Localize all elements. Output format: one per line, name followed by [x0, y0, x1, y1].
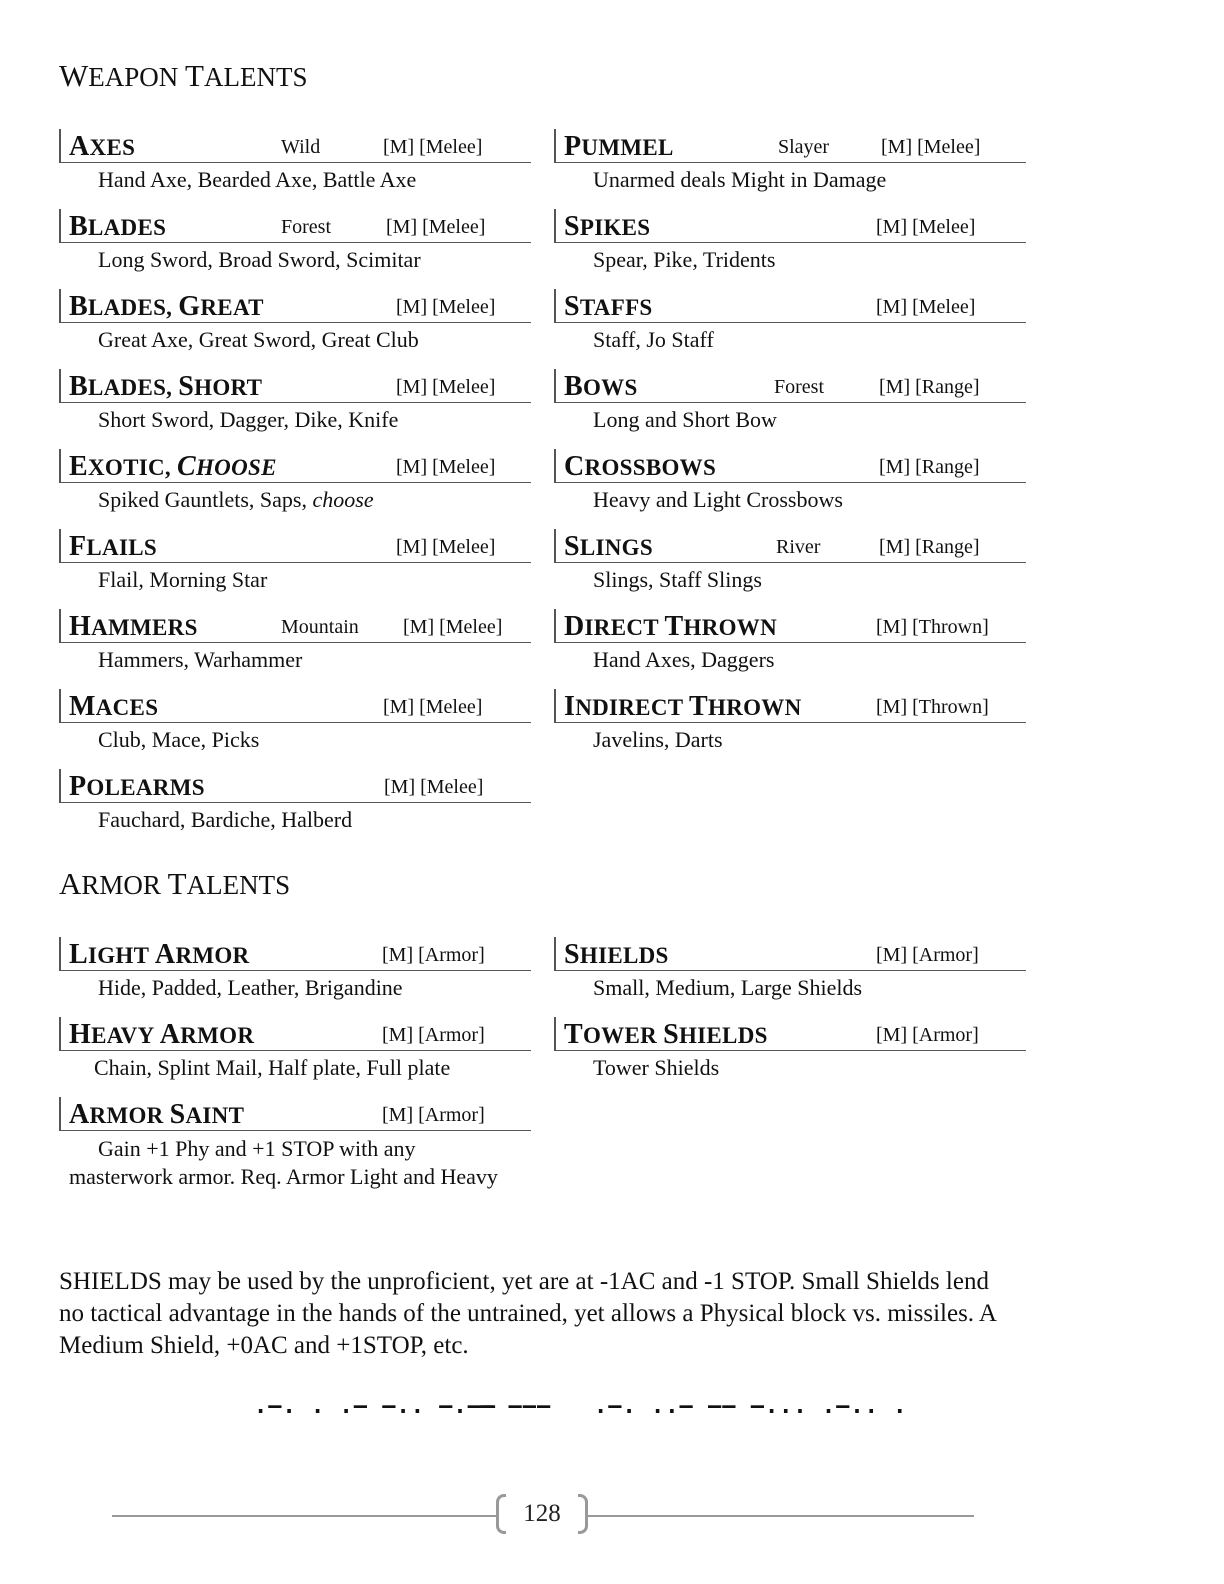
talent-description: Spiked Gauntlets, Saps, choose [98, 487, 374, 512]
page-number: 128 [523, 1500, 561, 1527]
talent-name: DIRECT THROWN [564, 611, 778, 642]
talent-indirect-thrown [554, 689, 1026, 774]
talent-staffs [554, 289, 1026, 374]
talent-spikes [554, 209, 1026, 294]
talent-affinity: Forest [281, 216, 331, 238]
talent-tags: [M] [Melee] [876, 216, 976, 238]
talent-hammers [59, 609, 531, 694]
talent-axes [59, 129, 531, 214]
talent-name: AXES [69, 131, 136, 162]
talent-description: Unarmed deals Might in Damage [593, 167, 887, 192]
weapon-talents-title [59, 58, 307, 94]
talent-affinity: Wild [281, 136, 321, 158]
talent-description: Fauchard, Bardiche, Halberd [98, 807, 353, 832]
talent-description: Tower Shields [593, 1055, 720, 1080]
talent-description: Club, Mace, Picks [98, 727, 260, 752]
talent-pummel [554, 129, 1026, 214]
talent-description: Staff, Jo Staff [593, 327, 714, 352]
talent-description: Hammers, Warhammer [98, 647, 303, 672]
talent-description: Heavy and Light Crossbows [593, 487, 843, 512]
talent-exotic-choose [59, 449, 531, 534]
talent-description: Long Sword, Broad Sword, Scimitar [98, 247, 421, 272]
talent-name: SPIKES [564, 211, 651, 242]
talent-polearms [59, 769, 531, 854]
talent-description: Chain, Splint Mail, Half plate, Full plate [94, 1055, 451, 1080]
talent-tags: [M] [Melee] [396, 536, 496, 558]
talent-heavy-armor [59, 1017, 531, 1102]
talent-name: PUMMEL [564, 131, 674, 162]
talent-light-armor [59, 937, 531, 1022]
talent-tags: [M] [Range] [879, 376, 980, 398]
talent-tags: [M] [Melee] [383, 696, 483, 718]
morse-word-1: .–. . .– –.. –.–– [254, 1394, 497, 1419]
talent-name: CROSSBOWS [564, 451, 717, 482]
talent-tags: [M] [Melee] [383, 136, 483, 158]
talent-blades-great [59, 289, 531, 374]
talent-tags: [M] [Melee] [396, 296, 496, 318]
talent-shields [554, 937, 1026, 1022]
footer-rule-left [112, 1515, 498, 1517]
talent-tags: [M] [Melee] [386, 216, 486, 238]
talent-name: INDIRECT THROWN [564, 691, 802, 722]
talent-tags: [M] [Thrown] [876, 616, 989, 638]
morse-word-3: .–. ..– –– –... .–.. . [594, 1394, 908, 1419]
talent-description: Spear, Pike, Tridents [593, 247, 776, 272]
talent-flails [59, 529, 531, 614]
talent-name: BOWS [564, 371, 638, 402]
talent-name: HAMMERS [69, 611, 198, 642]
talent-tags: [M] [Melee] [384, 776, 484, 798]
talent-tags: [M] [Range] [879, 456, 980, 478]
footer-rule-right [586, 1515, 974, 1517]
talent-tags: [M] [Armor] [876, 1024, 979, 1046]
talent-name: MACES [69, 691, 159, 722]
talent-name: BLADES [69, 211, 167, 242]
talent-slings [554, 529, 1026, 614]
talent-tags: [M] [Armor] [382, 1024, 485, 1046]
talent-armor-saint [59, 1097, 531, 1189]
talent-tags: [M] [Melee] [403, 616, 503, 638]
talent-tags: [M] [Armor] [382, 1104, 485, 1126]
talent-tags: [M] [Armor] [876, 944, 979, 966]
talent-tags: [M] [Melee] [396, 376, 496, 398]
talent-name: ARMOR SAINT [69, 1099, 245, 1130]
talent-tags: [M] [Armor] [382, 944, 485, 966]
talent-description: Long and Short Bow [593, 407, 777, 432]
talent-tags: [M] [Range] [879, 536, 980, 558]
talent-affinity: Mountain [281, 616, 359, 638]
talent-name: BLADES, GREAT [69, 291, 264, 322]
armor-talents-title-text: ARMOR TALENTS [59, 866, 291, 901]
talent-tower-shields [554, 1017, 1026, 1102]
shields-note: SHIELDS may be used by the unproficient, yet are at -1AC and -1 STOP. Small Shields lend no tactical advantage in the hands of the untrained, yet allows a Physical block vs. missiles. A Medium Shield, +0AC and +1STOP, etc. [59, 1268, 996, 1359]
talent-affinity: River [776, 536, 821, 558]
talent-description: Short Sword, Dagger, Dike, Knife [98, 407, 399, 432]
talent-bows [554, 369, 1026, 454]
talent-blades-short [59, 369, 531, 454]
talent-tags: [M] [Melee] [881, 136, 981, 158]
talent-affinity: Forest [774, 376, 824, 398]
talent-description: Hide, Padded, Leather, Brigandine [98, 975, 403, 1000]
talent-description: Hand Axe, Bearded Axe, Battle Axe [98, 167, 417, 192]
talent-name: STAFFS [564, 291, 653, 322]
morse-word-2: – ––– [480, 1394, 552, 1419]
talent-name: FLAILS [69, 531, 157, 562]
talent-name: SHIELDS [564, 939, 669, 970]
talent-description: Great Axe, Great Sword, Great Club [98, 327, 419, 352]
page-number-box [496, 1494, 588, 1538]
talent-name: EXOTIC, CHOOSE [69, 451, 277, 482]
talent-name: HEAVY ARMOR [69, 1019, 255, 1050]
talent-description: Slings, Staff Slings [593, 567, 762, 592]
talent-tags: [M] [Melee] [876, 296, 976, 318]
talent-direct-thrown [554, 609, 1026, 694]
talent-tags: [M] [Thrown] [876, 696, 989, 718]
talent-tags: [M] [Melee] [396, 456, 496, 478]
talent-description: Javelins, Darts [593, 727, 723, 752]
talent-name: POLEARMS [69, 771, 205, 802]
talent-name: BLADES, SHORT [69, 371, 263, 402]
talent-description: Small, Medium, Large Shields [593, 975, 863, 1000]
talent-description: Hand Axes, Daggers [593, 647, 775, 672]
talent-crossbows [554, 449, 1026, 534]
talent-description: Flail, Morning Star [98, 567, 268, 592]
talent-name: TOWER SHIELDS [564, 1019, 768, 1050]
talent-maces [59, 689, 531, 774]
weapon-talents-title-text: WEAPON TALENTS [59, 58, 308, 93]
talent-description: Gain +1 Phy and +1 STOP with any masterwork armor. Req. Armor Light and Heavy [69, 1136, 498, 1189]
talent-affinity: Slayer [778, 136, 830, 158]
talent-name: SLINGS [564, 531, 653, 562]
armor-talents-title [59, 866, 290, 902]
talent-blades [59, 209, 531, 294]
talent-name: LIGHT ARMOR [69, 939, 250, 970]
